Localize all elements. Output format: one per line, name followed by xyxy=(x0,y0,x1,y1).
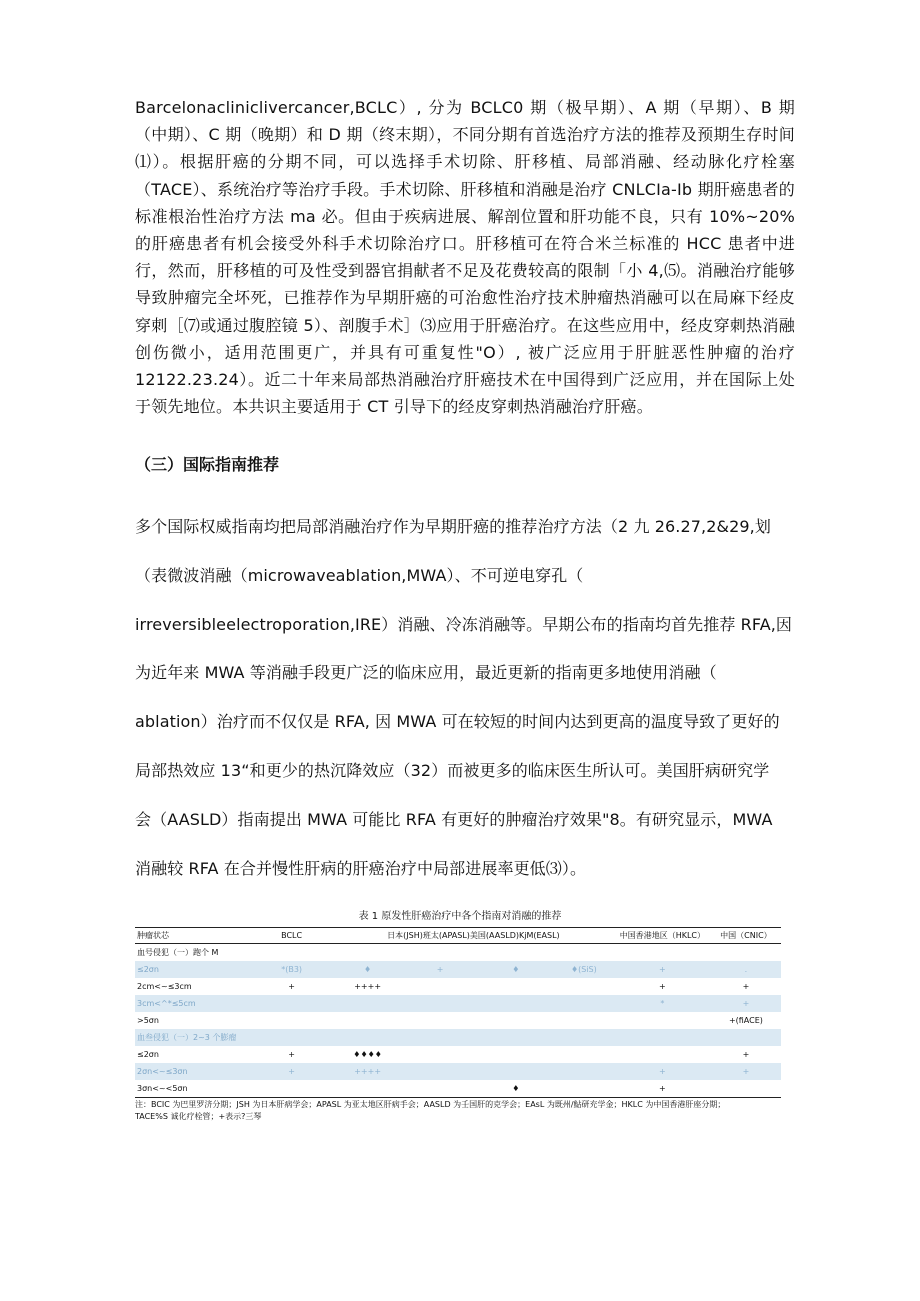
cell-cnlc: + xyxy=(742,1050,750,1059)
paragraph-line: 局部热效应 13“和更少的热沉降效应（32）而被更多的临床医生所认可。美国肝病研究学 xyxy=(135,760,770,780)
guideline-table xyxy=(135,927,781,1098)
table-row xyxy=(135,978,781,995)
table-note-line: 注：BCIC 为巴里罗济分期；JSH 为日本肝病学会；APASL 为亚太地区肝病手会；AASLD 为壬国肝的克学会；EAsL 为既州/鮎研充学金；HKLC 为中国香港肝座分期； xyxy=(135,1100,726,1109)
cell-jsh xyxy=(333,1012,402,1029)
header-guidelines: 日本(JSH)班太(APASL)美国(AASLD)KjM(EASL) xyxy=(333,928,614,944)
cell-aasld xyxy=(478,1012,554,1029)
cell-jsh: ++++ xyxy=(333,1063,402,1080)
cell-easl xyxy=(554,1046,614,1063)
cell-hklc: + xyxy=(614,1063,711,1080)
paragraph-line: irreversibleelectroporation,IRE）消融、冷冻消融等。早期公布的指南均首先推荐 RFA,因 xyxy=(135,614,793,634)
cell-apasl xyxy=(402,995,478,1012)
cell-aasld xyxy=(478,978,554,995)
cell-cnlc xyxy=(711,1080,781,1098)
table-row xyxy=(135,1080,781,1098)
table-section-row xyxy=(135,1029,781,1046)
cell-hklc: + xyxy=(614,1080,711,1098)
cell-apasl xyxy=(402,1080,478,1098)
header-bclc: BCLC xyxy=(250,928,333,944)
cell-hklc xyxy=(614,1012,711,1029)
table-section-row xyxy=(135,944,781,962)
cell-apasl xyxy=(402,978,478,995)
cell-jsh xyxy=(333,995,402,1012)
cell-aasld: ♦ xyxy=(478,1080,554,1098)
cell-bclc xyxy=(250,1012,333,1029)
table-caption: 表 1 原发性肝癌治疗中各个指南对消融的推荐 xyxy=(358,911,562,922)
cell-bclc: + xyxy=(288,1050,295,1059)
cell-apasl: + xyxy=(402,961,478,978)
paragraph-line: 会（AASLD）指南提出 MWA 可能比 RFA 有更好的肿瘤治疗效果"8。有研究显示，MWA xyxy=(135,809,773,829)
body-paragraph-1: Barcelonacliniclivercancer,BCLC）, 分为 BCLC0 期（极早期）、A 期（早期）、B 期（中期）、C 期（晚期）和 D 期（终末期），不同分期有首选治疗方法的推荐及预期生存时间⑴）。根据肝癌的分期不同，可以选择手术切除、肝移植、局部消融、经动脉化疗栓塞（TACE）、系统治疗等治疗手段。手术切除、肝移植和消融是治疗 CNLCIa-Ib 期肝癌患者的标准根治性治疗方法 ma 必。但由于疾病进展、解剖位置和肝功能不良，只有 10%~20%的肝癌患者有机会接受外科手术切除治疗口。肝移植可在符合米兰标准的 HCC 患者中进行，然而，肝移植的可及性受到器官捐献者不足及花费较高的限制「小 4,⑸。消融治疗能够导致肿瘤完全坏死，已推荐作为早期肝癌的可治愈性治疗技术肿瘤热消融可以在局麻下经皮穿刺［⑺或通过腹腔镜 5）、剖腹手术］⑶应用于肝癌治疗。在这些应用中，经皮穿刺热消融创伤微小，适用范围更广，并具有可重复性"O）, 被广泛应用于肝脏恶性肿瘤的治疗 12122.23.24）。近二十年来局部热消融治疗肝癌技术在中国得到广泛应用，并在国际上处于领先地位。本共识主要适用于 CT 引导下的经皮穿刺热消融治疗肝癌。 xyxy=(135,98,795,417)
table-header-row xyxy=(135,928,781,944)
cell-apasl xyxy=(402,1063,478,1080)
section-heading: （三）国际指南推荐 xyxy=(135,455,280,474)
row-label: ≤2σn xyxy=(135,961,250,978)
cell-aasld xyxy=(478,1063,554,1080)
cell-easl xyxy=(554,978,614,995)
cell-jsh: ♦♦♦♦ xyxy=(353,1050,382,1059)
cell-bclc: + xyxy=(288,982,295,991)
cell-cnlc: + xyxy=(742,982,750,991)
cell-jsh: ♦ xyxy=(333,961,402,978)
row-label: 3cm<^*≤5cm xyxy=(135,995,250,1012)
cell-easl xyxy=(554,1012,614,1029)
section-label: 血叁侵犯（一）2~3 个膨瘤 xyxy=(135,1029,781,1046)
paragraph-line: （表微波消融（microwaveablation,MWA）、不可逆电穿孔（ xyxy=(135,565,584,585)
body-paragraph-2 xyxy=(135,512,805,902)
header-hklc: 中国香港地区（HKLC） xyxy=(614,928,711,944)
cell-jsh: ++++ xyxy=(354,982,382,991)
cell-cnlc: + xyxy=(711,995,781,1012)
cell-hklc: + xyxy=(659,982,666,991)
paragraph-line: 为近年来 MWA 等消融手段更广泛的临床应用，最近更新的指南更多地使用消融（ xyxy=(135,663,717,683)
cell-hklc: + xyxy=(614,961,711,978)
table-row xyxy=(135,961,781,978)
cell-aasld: ♦ xyxy=(478,961,554,978)
table-row xyxy=(135,995,781,1012)
table-note-line: TACE%S 诚化疗栓管；+表示?三琴 xyxy=(135,1112,262,1121)
row-label: >5σn xyxy=(137,1016,159,1025)
paragraph-line: 消融较 RFA 在合并慢性肝病的肝癌治疗中局部进展率更低⑶）。 xyxy=(135,858,587,878)
table-notes xyxy=(135,1099,795,1123)
paragraph-line: ablation）治疗而不仅仅是 RFA, 因 MWA 可在较短的时间内达到更高的温度导致了更好的 xyxy=(135,712,780,732)
row-label: ≤2σn xyxy=(137,1050,159,1059)
cell-cnlc: . xyxy=(711,961,781,978)
cell-bclc xyxy=(250,995,333,1012)
cell-jsh xyxy=(333,1080,402,1098)
section-label: 血号侵犯（一）跑个 M xyxy=(137,948,219,957)
cell-bclc: *(B3) xyxy=(250,961,333,978)
cell-easl xyxy=(554,995,614,1012)
row-label: 3σn<~<5σn xyxy=(135,1080,250,1098)
cell-easl xyxy=(554,1080,614,1098)
cell-easl: ♦(SiS) xyxy=(554,961,614,978)
header-cnlc: 中国（CNIC） xyxy=(711,928,781,944)
cell-cnlc: +(fiACE) xyxy=(728,1016,763,1025)
table-row xyxy=(135,1046,781,1063)
table-row xyxy=(135,1063,781,1080)
cell-bclc: + xyxy=(250,1063,333,1080)
cell-apasl xyxy=(402,1012,478,1029)
cell-hklc xyxy=(614,1046,711,1063)
cell-hklc: * xyxy=(614,995,711,1012)
cell-easl xyxy=(554,1063,614,1080)
cell-aasld xyxy=(478,995,554,1012)
header-tumor-status: 肿瘤状芯 xyxy=(135,928,250,944)
row-label: 2cm<~≤3cm xyxy=(137,982,192,991)
cell-bclc xyxy=(250,1080,333,1098)
cell-aasld xyxy=(478,1046,554,1063)
table-row xyxy=(135,1012,781,1029)
row-label: 2σn<~≤3σn xyxy=(135,1063,250,1080)
cell-cnlc: + xyxy=(711,1063,781,1080)
cell-apasl xyxy=(402,1046,478,1063)
paragraph-line: 多个国际权威指南均把局部消融治疗作为早期肝癌的推荐治疗方法（2 九 26.27,2&29,划 xyxy=(135,517,771,536)
